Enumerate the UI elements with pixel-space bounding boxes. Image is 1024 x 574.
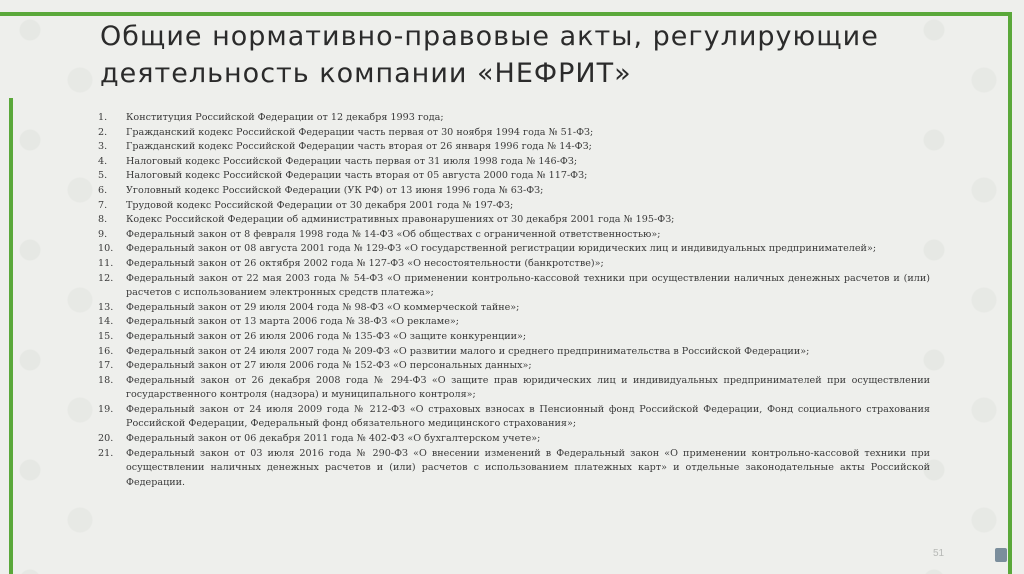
list-item [98, 155, 930, 170]
list-item [98, 272, 930, 301]
list-item-text: Гражданский кодекс Российской Федерации часть первая от 30 ноября 1994 года № 51-ФЗ; [126, 126, 594, 138]
list-item [98, 432, 930, 447]
list-item-number: 2. [98, 126, 108, 138]
accent-line-left [9, 98, 13, 574]
list-item-number: 16. [98, 345, 114, 357]
list-item-number: 8. [98, 214, 108, 226]
list-item-number: 18. [98, 374, 114, 386]
list-item-number: 11. [98, 257, 114, 269]
list-item-text: Трудовой кодекс Российской Федерации от 30 декабря 2001 года № 197-ФЗ; [126, 199, 514, 211]
list-item-text: Федеральный закон от 26 октября 2002 года № 127-ФЗ «О несостоятельности (банкротстве)»; [126, 257, 604, 269]
list-item [98, 242, 930, 257]
list-item [98, 228, 930, 243]
list-item-number: 5. [98, 170, 108, 182]
list-item [98, 140, 930, 155]
list-item-number: 21. [98, 447, 114, 459]
list-item-number: 19. [98, 403, 114, 415]
list-item [98, 301, 930, 316]
list-item-number: 6. [98, 184, 108, 196]
list-item-number: 4. [98, 155, 108, 167]
list-item-text: Кодекс Российской Федерации об административных правонарушениях от 30 декабря 2001 года № 195-ФЗ; [126, 214, 675, 226]
list-item [98, 330, 930, 345]
list-item-number: 1. [98, 112, 108, 123]
list-item [98, 111, 930, 126]
list-item [98, 447, 930, 491]
list-item-number: 14. [98, 316, 114, 328]
list-item-number: 20. [98, 433, 114, 445]
page-number: 51 [933, 548, 945, 559]
list-item-number: 9. [98, 228, 108, 240]
law-list [98, 111, 930, 490]
list-item-number: 15. [98, 330, 114, 342]
list-item-text: Федеральный закон от 24 июля 2007 года № 209-ФЗ «О развитии малого и среднего предпринимательства в Российской Федерации»; [126, 345, 810, 357]
list-item-text: Федеральный закон от 08 августа 2001 года № 129-ФЗ «О государственной регистрации юридических лиц и индивидуальных предпринимателей»; [126, 243, 877, 255]
list-item-text: Федеральный закон от 06 декабря 2011 года № 402-ФЗ «О бухгалтерском учете»; [126, 433, 541, 445]
list-item [98, 345, 930, 360]
list-item [98, 403, 930, 432]
accent-line-top [0, 12, 1012, 16]
list-item-number: 7. [98, 199, 108, 211]
list-item-number: 13. [98, 301, 114, 313]
corner-logo-icon [995, 548, 1007, 562]
list-item [98, 315, 930, 330]
slide-title: Общие нормативно-правовые акты, регулирующие деятельность компании «НЕФРИТ» [100, 21, 879, 89]
accent-line-right [1008, 12, 1012, 574]
list-item-text: Конституция Российской Федерации от 12 декабря 1993 года; [126, 112, 444, 123]
list-item-text: Федеральный закон от 22 мая 2003 года № 54-ФЗ «О применении контрольно-кассовой техники при осуществлении наличных денежных расчетов и (или) расчетов с использованием электронных средств платежа»; [126, 272, 930, 299]
list-item [98, 213, 930, 228]
list-item [98, 184, 930, 199]
list-item-text: Федеральный закон от 26 декабря 2008 года № 294-ФЗ «О защите прав юридических лиц и индивидуальных предпринимателей при осуществлении государственного контроля (надзора) и муниципального контроля»; [126, 374, 930, 401]
list-item-number: 10. [98, 243, 114, 255]
list-item [98, 374, 930, 403]
list-item-text: Гражданский кодекс Российской Федерации часть вторая от 26 января 1996 года № 14-ФЗ; [126, 141, 592, 153]
list-item-text: Налоговый кодекс Российской Федерации часть вторая от 05 августа 2000 года № 117-ФЗ; [126, 170, 588, 182]
list-item-text: Уголовный кодекс Российской Федерации (УК РФ) от 13 июня 1996 года № 63-ФЗ; [126, 184, 544, 196]
list-item [98, 257, 930, 272]
list-item-text: Федеральный закон от 24 июля 2009 года № 212-ФЗ «О страховых взносах в Пенсионный фонд Российской Федерации, Фонд социального страхования Российской Федерации, Федеральный фонд обязательного медицинского страхования»; [126, 403, 930, 430]
list-item-number: 12. [98, 272, 114, 284]
list-item-number: 3. [98, 141, 108, 153]
list-item [98, 169, 930, 184]
list-item-text: Федеральный закон от 29 июля 2004 года № 98-ФЗ «О коммерческой тайне»; [126, 301, 520, 313]
list-item [98, 126, 930, 141]
list-item-text: Федеральный закон от 26 июля 2006 года № 135-ФЗ «О защите конкуренции»; [126, 330, 527, 342]
list-item-text: Федеральный закон от 03 июля 2016 года № 290-ФЗ «О внесении изменений в Федеральный закон «О применении контрольно-кассовой техники при осуществлении наличных денежных расчетов и (или) расчетов с использованием платежных карт» и отдельные законодательные акты Российской Федерации. [126, 447, 930, 488]
list-item-text: Федеральный закон от 27 июля 2006 года № 152-ФЗ «О персональных данных»; [126, 360, 532, 372]
list-item [98, 199, 930, 214]
list-item-number: 17. [98, 360, 114, 372]
list-item-text: Федеральный закон от 13 марта 2006 года № 38-ФЗ «О рекламе»; [126, 316, 460, 328]
list-item-text: Налоговый кодекс Российской Федерации часть первая от 31 июля 1998 года № 146-ФЗ; [126, 155, 578, 167]
list-item [98, 359, 930, 374]
list-item-text: Федеральный закон от 8 февраля 1998 года № 14-ФЗ «Об обществах с ограниченной ответственностью»; [126, 228, 661, 240]
